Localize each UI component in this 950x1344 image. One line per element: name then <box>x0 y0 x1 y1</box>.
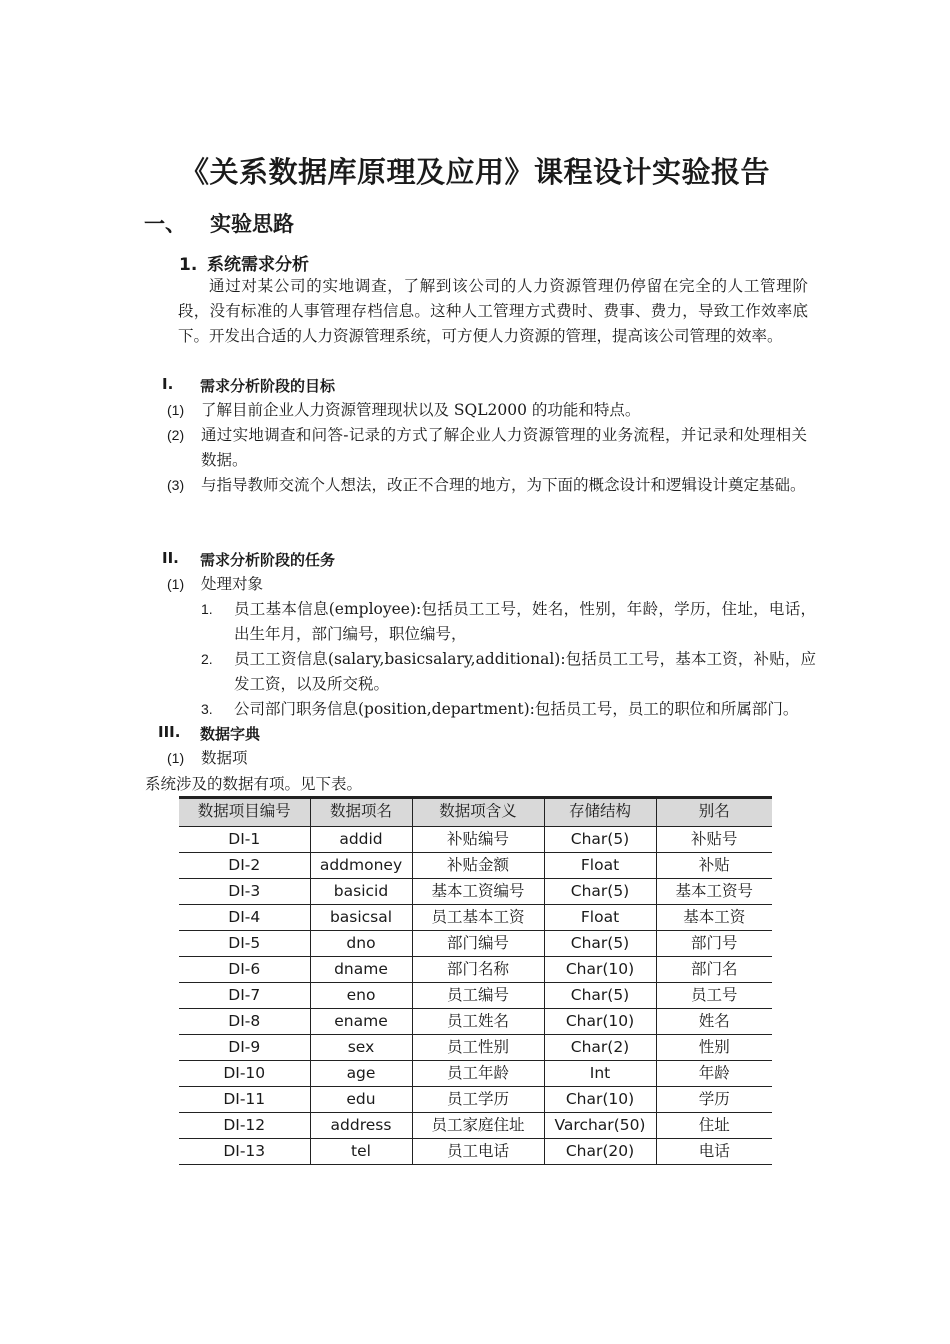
section-heading-1 <box>144 208 294 238</box>
cell-alias: 基本工资 <box>656 905 772 931</box>
table-lead-text: 系统涉及的数据有项。见下表。 <box>145 775 363 793</box>
cell-storage: Char(2) <box>544 1035 656 1061</box>
goal-text: 与指导教师交流个人想法，改正不合理的地方，为下面的概念设计和逻辑设计奠定基础。 <box>201 476 806 494</box>
cell-name: age <box>310 1061 412 1087</box>
section-title: 实验思路 <box>210 212 294 236</box>
cell-storage: Float <box>544 905 656 931</box>
cell-id: DI-8 <box>179 1009 310 1035</box>
cell-name: tel <box>310 1139 412 1165</box>
header-alias: 别名 <box>656 798 772 827</box>
cell-name: addid <box>310 827 412 853</box>
cell-alias: 性别 <box>656 1035 772 1061</box>
subitem-text: 公司部门职务信息(position,department):包括员工号，员工的职位和所属部门。 <box>234 700 799 718</box>
table-header-row <box>179 798 772 827</box>
cell-meaning: 员工性别 <box>412 1035 544 1061</box>
cell-id: DI-5 <box>179 931 310 957</box>
subsection-title: 系统需求分析 <box>207 255 309 275</box>
table-row <box>179 905 772 931</box>
cell-id: DI-4 <box>179 905 310 931</box>
subsection-heading-1 <box>179 250 309 275</box>
cell-meaning: 部门名称 <box>412 957 544 983</box>
document-title: 《关系数据库原理及应用》课程设计实验报告 <box>179 155 770 189</box>
dictionary-title: 数据字典 <box>200 725 261 743</box>
cell-alias: 电话 <box>656 1139 772 1165</box>
subitem-number: 3. <box>201 701 213 717</box>
table-row <box>179 853 772 879</box>
task-text: 处理对象 <box>201 575 264 593</box>
table-row <box>179 1035 772 1061</box>
cell-id: DI-1 <box>179 827 310 853</box>
header-id: 数据项目编号 <box>179 798 310 827</box>
cell-id: DI-10 <box>179 1061 310 1087</box>
goal-number: (1) <box>167 402 185 418</box>
cell-storage: Char(10) <box>544 1009 656 1035</box>
tasks-title: 需求分析阶段的任务 <box>200 551 336 569</box>
subitem-number: 1. <box>201 601 213 617</box>
tasks-heading <box>162 549 462 571</box>
goal-item-1 <box>167 398 807 423</box>
cell-alias: 年龄 <box>656 1061 772 1087</box>
cell-storage: Char(5) <box>544 827 656 853</box>
data-dictionary-table <box>179 796 772 1165</box>
cell-name: dname <box>310 957 412 983</box>
cell-name: basicid <box>310 879 412 905</box>
cell-id: DI-12 <box>179 1113 310 1139</box>
cell-meaning: 基本工资编号 <box>412 879 544 905</box>
table-row <box>179 931 772 957</box>
cell-meaning: 员工学历 <box>412 1087 544 1113</box>
goal-number: (3) <box>167 477 185 493</box>
cell-meaning: 员工编号 <box>412 983 544 1009</box>
cell-storage: Char(10) <box>544 1087 656 1113</box>
task-subitem-1 <box>201 597 816 647</box>
table-row <box>179 1139 772 1165</box>
cell-meaning: 补贴金额 <box>412 853 544 879</box>
cell-name: sex <box>310 1035 412 1061</box>
intro-paragraph: 通过对某公司的实地调查，了解到该公司的人力资源管理仍停留在完全的人工管理阶段，没有标准的人事管理存档信息。这种人工管理方式费时、费事、费力，导致工作效率底下。开发出合适的人力资源管理系统，可方便人力资源的管理，提高该公司管理的效率。 <box>178 277 808 345</box>
dictionary-number: III. <box>158 723 181 741</box>
tasks-number: II. <box>162 549 179 567</box>
cell-name: dno <box>310 931 412 957</box>
header-name: 数据项名 <box>310 798 412 827</box>
cell-id: DI-2 <box>179 853 310 879</box>
cell-alias: 部门名 <box>656 957 772 983</box>
cell-alias: 补贴 <box>656 853 772 879</box>
cell-storage: Char(5) <box>544 931 656 957</box>
cell-meaning: 补贴编号 <box>412 827 544 853</box>
cell-storage: Char(20) <box>544 1139 656 1165</box>
cell-id: DI-3 <box>179 879 310 905</box>
subitem-number: 2. <box>201 651 213 667</box>
cell-name: addmoney <box>310 853 412 879</box>
goal-item-3 <box>167 473 807 523</box>
task-number: (1) <box>167 576 185 592</box>
cell-alias: 员工号 <box>656 983 772 1009</box>
cell-name: eno <box>310 983 412 1009</box>
goal-text: 了解目前企业人力资源管理现状以及 SQL2000 的功能和特点。 <box>201 401 641 419</box>
subitem-text: 员工工资信息(salary,basicsalary,additional):包括员工工号，基本工资，补贴，应发工资，以及所交税。 <box>234 650 816 693</box>
cell-alias: 学历 <box>656 1087 772 1113</box>
goal-text: 通过实地调查和问答-记录的方式了解企业人力资源管理的业务流程，并记录和处理相关数据。 <box>201 426 807 469</box>
cell-meaning: 员工电话 <box>412 1139 544 1165</box>
goal-item-2 <box>167 423 807 473</box>
cell-alias: 基本工资号 <box>656 879 772 905</box>
cell-name: address <box>310 1113 412 1139</box>
cell-name: edu <box>310 1087 412 1113</box>
cell-id: DI-13 <box>179 1139 310 1165</box>
dictionary-heading <box>158 723 458 745</box>
cell-id: DI-7 <box>179 983 310 1009</box>
goals-title: 需求分析阶段的目标 <box>200 377 336 395</box>
section-number: 一、 <box>144 212 186 236</box>
cell-id: DI-6 <box>179 957 310 983</box>
cell-alias: 部门号 <box>656 931 772 957</box>
subsection-number: 1. <box>179 255 198 275</box>
cell-alias: 补贴号 <box>656 827 772 853</box>
cell-storage: Int <box>544 1061 656 1087</box>
subitem-text: 员工基本信息(employee):包括员工工号，姓名，性别，年龄，学历，住址，电话，出生年月，部门编号，职位编号， <box>234 600 816 643</box>
table-row <box>179 1009 772 1035</box>
task-subitem-3 <box>201 697 816 722</box>
cell-name: basicsal <box>310 905 412 931</box>
cell-storage: Float <box>544 853 656 879</box>
cell-id: DI-11 <box>179 1087 310 1113</box>
table-row <box>179 827 772 853</box>
goals-heading <box>162 375 462 397</box>
table-row <box>179 879 772 905</box>
cell-storage: Char(5) <box>544 983 656 1009</box>
table-row <box>179 957 772 983</box>
table-row <box>179 1113 772 1139</box>
dictionary-item-number: (1) <box>167 750 185 766</box>
header-storage: 存储结构 <box>544 798 656 827</box>
cell-alias: 住址 <box>656 1113 772 1139</box>
cell-meaning: 员工基本工资 <box>412 905 544 931</box>
cell-storage: Char(5) <box>544 879 656 905</box>
dictionary-item-text: 数据项 <box>201 749 248 767</box>
header-meaning: 数据项含义 <box>412 798 544 827</box>
cell-meaning: 员工姓名 <box>412 1009 544 1035</box>
cell-alias: 姓名 <box>656 1009 772 1035</box>
cell-meaning: 员工家庭住址 <box>412 1113 544 1139</box>
cell-meaning: 部门编号 <box>412 931 544 957</box>
dictionary-item-1 <box>167 746 467 771</box>
cell-id: DI-9 <box>179 1035 310 1061</box>
table-row <box>179 1087 772 1113</box>
cell-storage: Varchar(50) <box>544 1113 656 1139</box>
goals-number: I. <box>162 375 174 393</box>
cell-storage: Char(10) <box>544 957 656 983</box>
cell-meaning: 员工年龄 <box>412 1061 544 1087</box>
table-row <box>179 983 772 1009</box>
goal-number: (2) <box>167 427 185 443</box>
task-item-1 <box>167 572 807 597</box>
cell-name: ename <box>310 1009 412 1035</box>
task-subitem-2 <box>201 647 816 697</box>
table-row <box>179 1061 772 1087</box>
